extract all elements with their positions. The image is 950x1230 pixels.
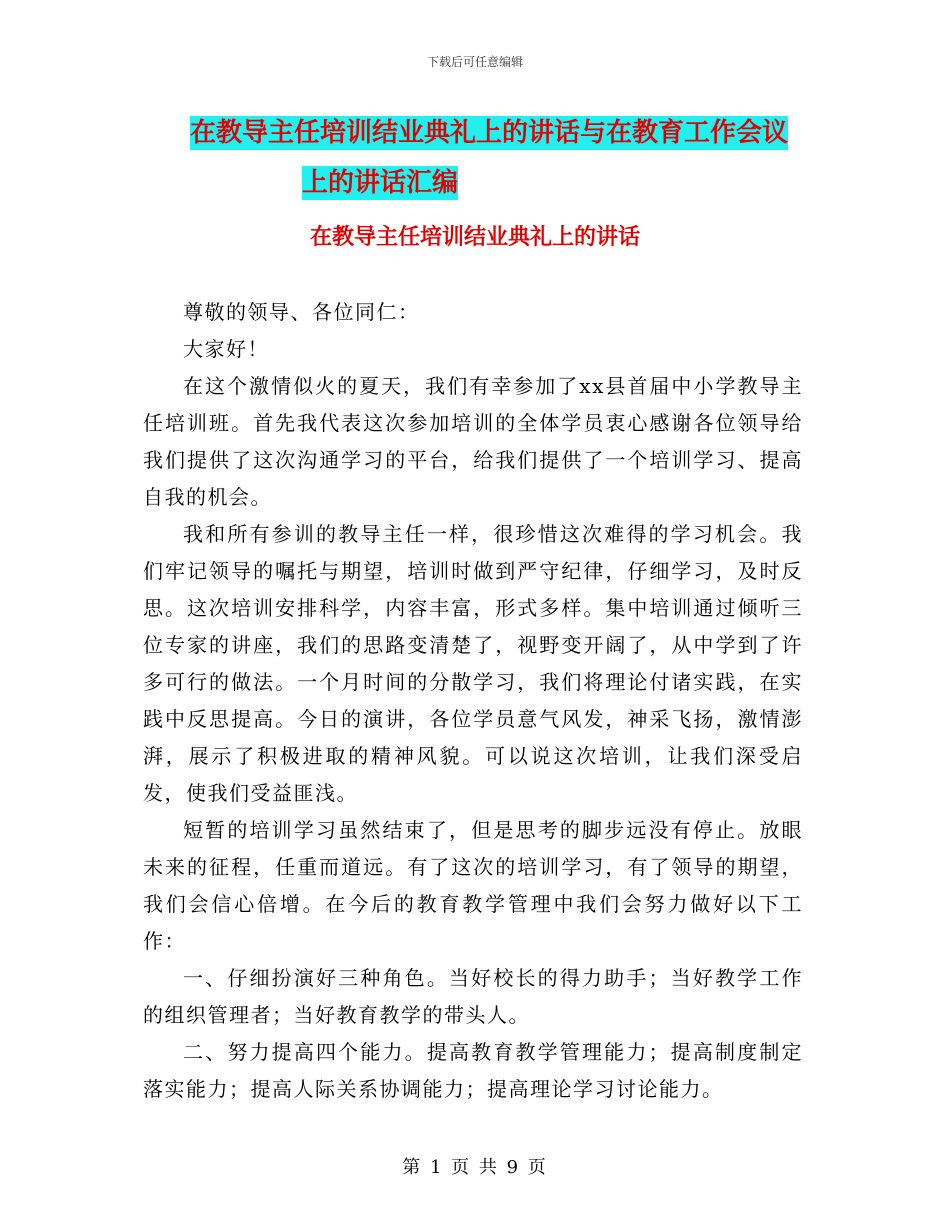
salutation: 尊敬的领导、各位同仁： — [183, 300, 420, 324]
header-note: 下载后可任意编辑 — [426, 55, 523, 69]
body-paragraph: 我和所有参训的教导主任一样，很珍惜这次难得的学习机会。我们牢记领导的嘱托与期望，培训时做到严守纪律，仔细学习，及时反思。这次培训安排科学，内容丰富，形式多样。集中培训通过倾听三位专家的讲座，我们的思路变清楚了，视野变开阔了，从中学到了许多可行的做法。一个月时间的分散学习，我们将理论付诸实践，在实践中反思提高。今日的演讲，各位学员意气风发，神采飞扬，激情澎湃，展示了积极进取的精神风貌。可以说这次培训，让我们深受启发，使我们受益匪浅。 — [143, 522, 803, 805]
greeting: 大家好！ — [183, 337, 269, 361]
body-paragraph: 短暂的培训学习虽然结束了，但是思考的脚步远没有停止。放眼未来的征程，任重而道远。有了这次的培训学习，有了领导的期望，我们会信心倍增。在今后的教育教学管理中我们会努力做好以下工作： — [143, 818, 803, 953]
document-body — [143, 294, 803, 1108]
section-title: 在教导主任培训结业典礼上的讲话 — [309, 225, 640, 250]
document-title-line-1: 在教导主任培训结业典礼上的讲话与在教育工作会议 — [190, 118, 789, 148]
body-paragraph: 一、仔细扮演好三种角色。当好校长的得力助手；当好教学工作的组织管理者；当好教育教学的带头人。 — [143, 966, 803, 1027]
page-number: 第 1 页 共 9 页 — [402, 1157, 548, 1178]
document-title-line-2: 上的讲话汇编 — [301, 168, 458, 198]
document-title — [190, 108, 810, 208]
body-paragraph: 二、努力提高四个能力。提高教育教学管理能力；提高制度制定落实能力；提高人际关系协调能力；提高理论学习讨论能力。 — [143, 1040, 803, 1101]
body-paragraph: 在这个激情似火的夏天，我们有幸参加了xx县首届中小学教导主任培训班。首先我代表这次参加培训的全体学员衷心感谢各位领导给我们提供了这次沟通学习的平台，给我们提供了一个培训学习、提高自我的机会。 — [143, 374, 803, 509]
